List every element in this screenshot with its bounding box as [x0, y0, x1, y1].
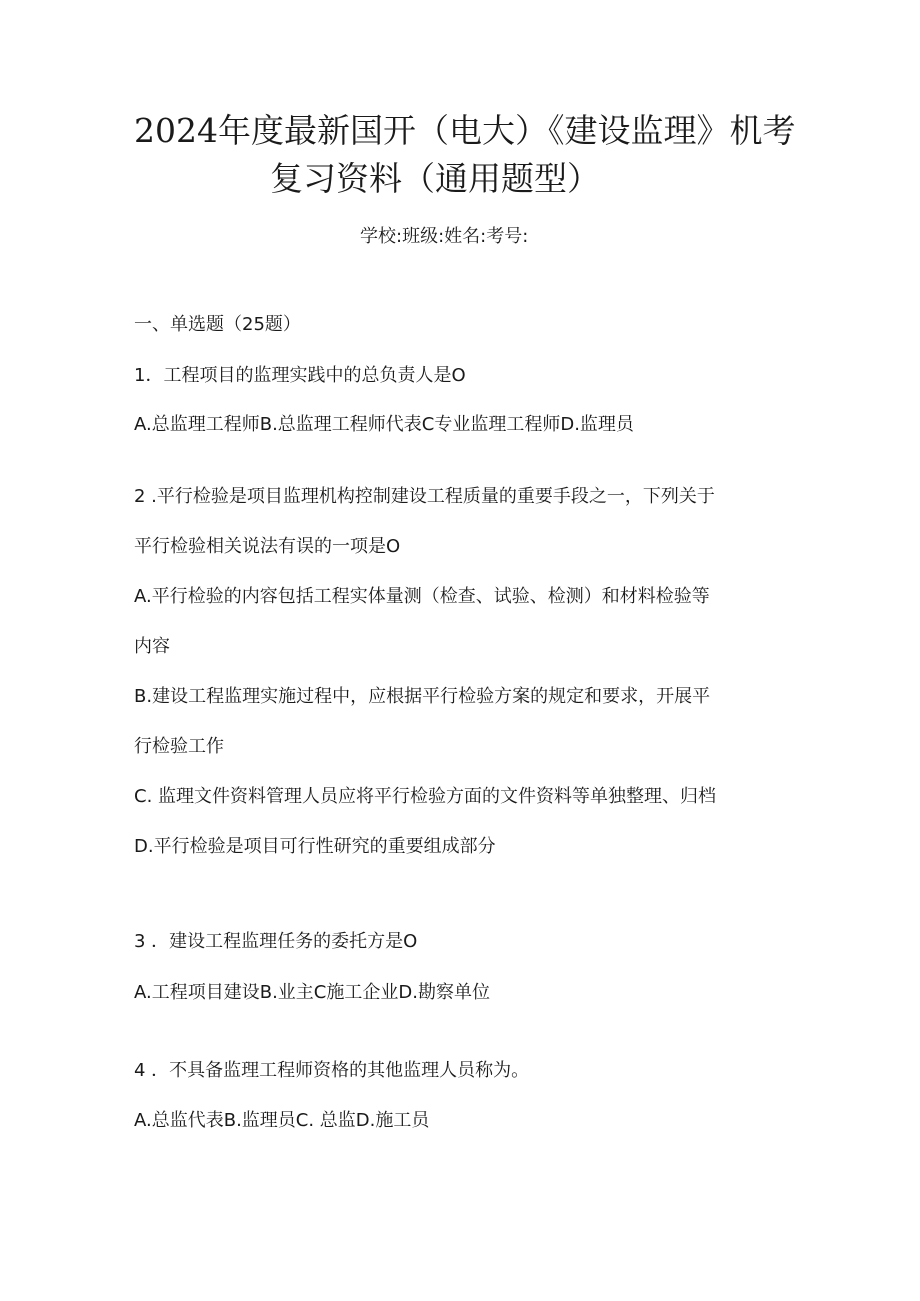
question-2-option-b-line-1: B.建设工程监理实施过程中，应根据平行检验方案的规定和要求，开展平 — [134, 686, 711, 707]
question-3-stem: 3 ．建设工程监理任务的委托方是O — [134, 931, 418, 952]
question-2-option-c: C. 监理文件资料管理人员应将平行检验方面的文件资料等单独整理、归档 — [134, 786, 717, 807]
question-3-options: A.工程项目建设B.业主C施工企业D.勘察单位 — [134, 982, 490, 1003]
document-title-line-1: 2024年度最新国开（电大）《建设监理》机考 — [134, 111, 796, 150]
question-2-stem-line-1: 2 .平行检验是项目监理机构控制建设工程质量的重要手段之一，下列关于 — [134, 486, 715, 507]
section-heading: 一、单选题（25题） — [134, 314, 301, 335]
question-1-options: A.总监理工程师B.总监理工程师代表C专业监理工程师D.监理员 — [134, 414, 634, 435]
question-2-option-b-line-2: 行检验工作 — [134, 736, 224, 757]
question-2-option-a-line-2: 内容 — [134, 636, 170, 657]
document-title-line-2: 复习资料（通用题型） — [270, 159, 600, 198]
question-4-options: A.总监代表B.监理员C. 总监D.施工员 — [134, 1110, 430, 1131]
question-2-option-a-line-1: A.平行检验的内容包括工程实体量测（检查、试验、检测）和材料检验等 — [134, 586, 710, 607]
question-2-stem-line-2: 平行检验相关说法有误的一项是O — [134, 536, 401, 557]
question-1-stem: 1．工程项目的监理实践中的总负责人是O — [134, 365, 466, 386]
question-2-option-d: D.平行检验是项目可行性研究的重要组成部分 — [134, 836, 496, 857]
question-4-stem: 4 ．不具备监理工程师资格的其他监理人员称为。 — [134, 1060, 530, 1081]
student-info-fields: 学校:班级:姓名:考号: — [360, 226, 529, 247]
